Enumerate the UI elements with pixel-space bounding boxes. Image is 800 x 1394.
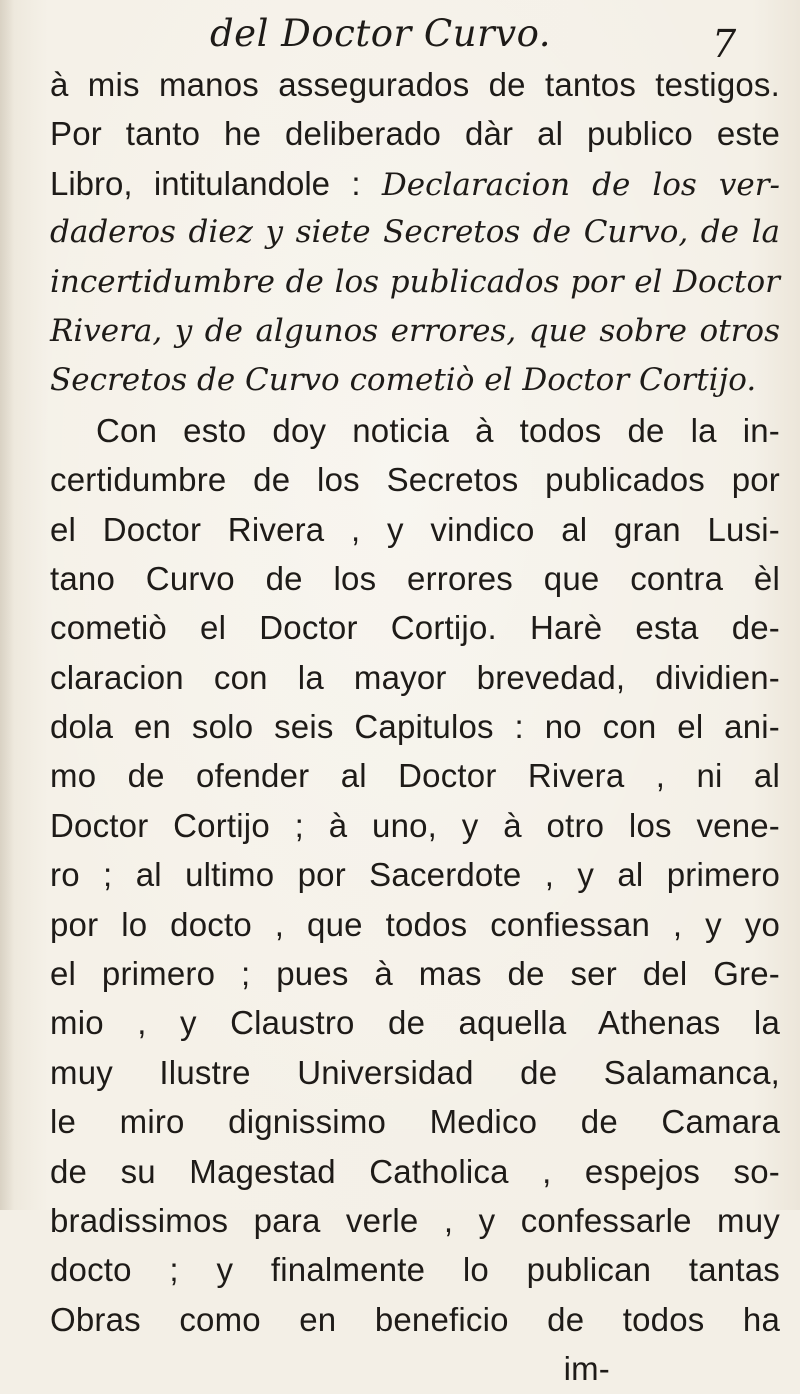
text-line-1: à mis manos assegurados de tantos testigos. xyxy=(50,66,780,103)
text-line-13: claracion con la mayor brevedad, dividien- xyxy=(50,658,780,696)
text-line-8: Con esto doy noticia à todos de la in- xyxy=(96,411,780,449)
text-line-9: certidumbre de los Secretos publicados por xyxy=(50,461,780,499)
text-line-3 xyxy=(50,159,780,208)
text-line-6: Rivera, y de algunos errores, que sobre otros xyxy=(50,312,780,349)
text-line-15: mo de ofender al Doctor Rivera , ni al xyxy=(50,757,780,795)
text-line-19: el primero ; pues à mas de ser del Gre- xyxy=(50,955,780,993)
text-line-16: Doctor Cortijo ; à uno, y à otro los vene- xyxy=(50,806,780,844)
text-line-3-italic: Declaracion de los ver- xyxy=(381,166,781,203)
text-line-21: muy Ilustre Universidad de Salamanca, xyxy=(50,1053,780,1091)
text-line-24: bradissimos para verle , y confessarle muy xyxy=(50,1201,780,1239)
page-number: 7 xyxy=(712,22,737,66)
text-line-22: le miro dignissimo Medico de Camara xyxy=(50,1103,780,1141)
body-text xyxy=(50,60,780,1394)
page-header xyxy=(0,12,800,66)
running-head: del Doctor Curvo. xyxy=(210,12,552,55)
text-line-2: Por tanto he deliberado dàr al publico este xyxy=(50,115,780,153)
text-line-12: cometiò el Doctor Cortijo. Harè esta de- xyxy=(50,609,780,647)
text-line-11: tano Curvo de los errores que contra èl xyxy=(50,559,780,597)
text-line-17: ro ; al ultimo por Sacerdote , y al primero xyxy=(50,856,780,894)
text-line-18: por lo docto , que todos confiessan , y yo xyxy=(50,905,780,943)
catchword: im- xyxy=(563,1350,610,1388)
text-line-20: mio , y Claustro de aquella Athenas la xyxy=(50,1004,780,1042)
text-line-25: docto ; y finalmente lo publican tantas xyxy=(50,1251,780,1289)
text-line-4: daderos diez y siete Secretos de Curvo, de la xyxy=(50,214,780,251)
text-line-7: Secretos de Curvo cometiò el Doctor Cortijo. xyxy=(50,362,757,399)
text-line-5: incertidumbre de los publicados por el Doctor xyxy=(50,263,780,300)
text-line-14: dola en solo seis Capitulos : no con el ani- xyxy=(50,708,780,746)
text-line-3-roman: Libro, intitulandole : xyxy=(50,164,382,202)
text-line-26: Obras como en beneficio de todos ha xyxy=(50,1300,780,1338)
page-binding-shadow xyxy=(0,0,14,1210)
text-line-23: de su Magestad Catholica , espejos so- xyxy=(50,1152,780,1190)
text-line-10: el Doctor Rivera , y vindico al gran Lusi- xyxy=(50,510,780,548)
